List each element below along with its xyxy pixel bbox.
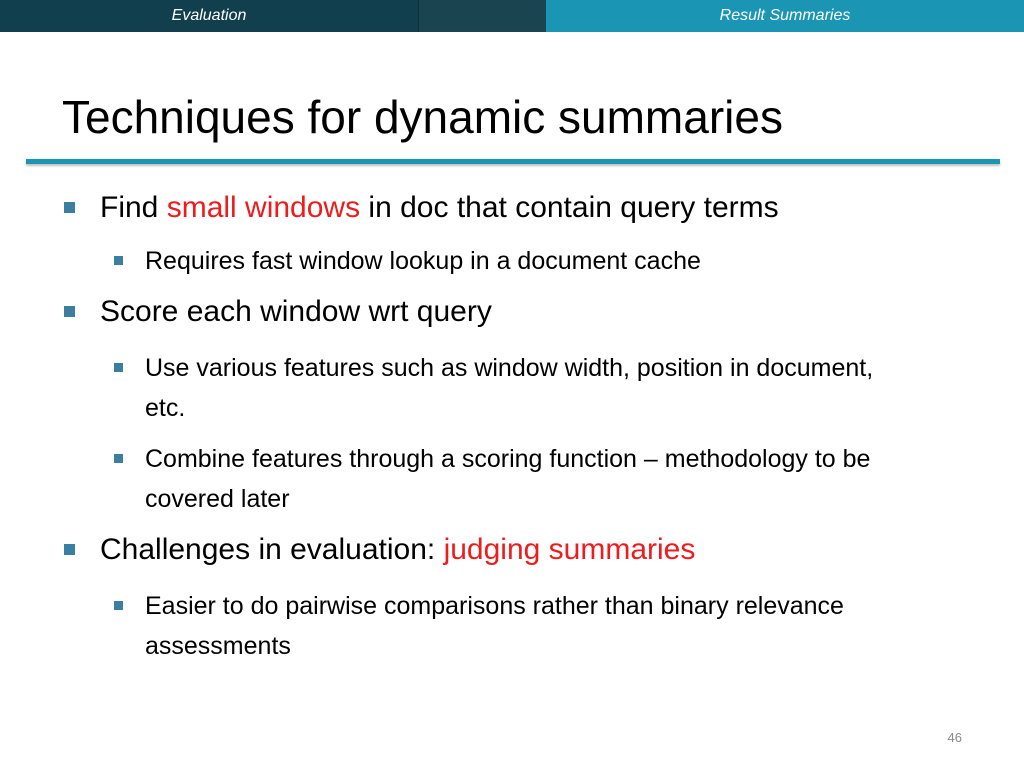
bullet-text: Score each window wrt query [100, 295, 492, 328]
slide-title: Techniques for dynamic summaries [62, 91, 783, 143]
sub-bullet-features [114, 348, 904, 428]
section-spacer [418, 0, 546, 32]
sub-bullet-text: Requires fast window lookup in a document cache [145, 247, 701, 275]
square-bullet-icon [114, 256, 123, 265]
square-bullet-icon [114, 454, 123, 463]
square-bullet-icon [114, 363, 123, 372]
square-bullet-icon [64, 544, 75, 555]
sub-bullet-combine-features [114, 439, 904, 519]
bullet-challenges [64, 533, 695, 567]
sub-bullet-window-lookup [114, 241, 904, 281]
bullet-text: Challenges in evaluation: judging summaries [100, 533, 696, 566]
sub-bullet-pairwise [114, 586, 904, 666]
section-label-evaluation: Evaluation [0, 0, 418, 32]
bullet-text: Find small windows in doc that contain query terms [100, 191, 779, 224]
square-bullet-icon [64, 202, 75, 213]
section-header-bar [0, 0, 1024, 32]
sub-bullet-text: Combine features through a scoring function – methodology to be covered later [145, 445, 871, 513]
page-number: 46 [947, 730, 962, 745]
sub-bullet-text: Easier to do pairwise comparisons rather than binary relevance assessments [145, 592, 844, 660]
bullet-score-window [64, 295, 492, 329]
square-bullet-icon [64, 306, 75, 317]
title-underline [26, 159, 1000, 164]
square-bullet-icon [114, 601, 123, 610]
section-label-result-summaries: Result Summaries [546, 0, 1024, 32]
bullet-find-small-windows [64, 191, 779, 225]
highlight-judging-summaries: judging summaries [443, 533, 696, 566]
sub-bullet-text: Use various features such as window width, position in document, etc. [145, 354, 874, 422]
highlight-small-windows: small windows [166, 191, 361, 224]
